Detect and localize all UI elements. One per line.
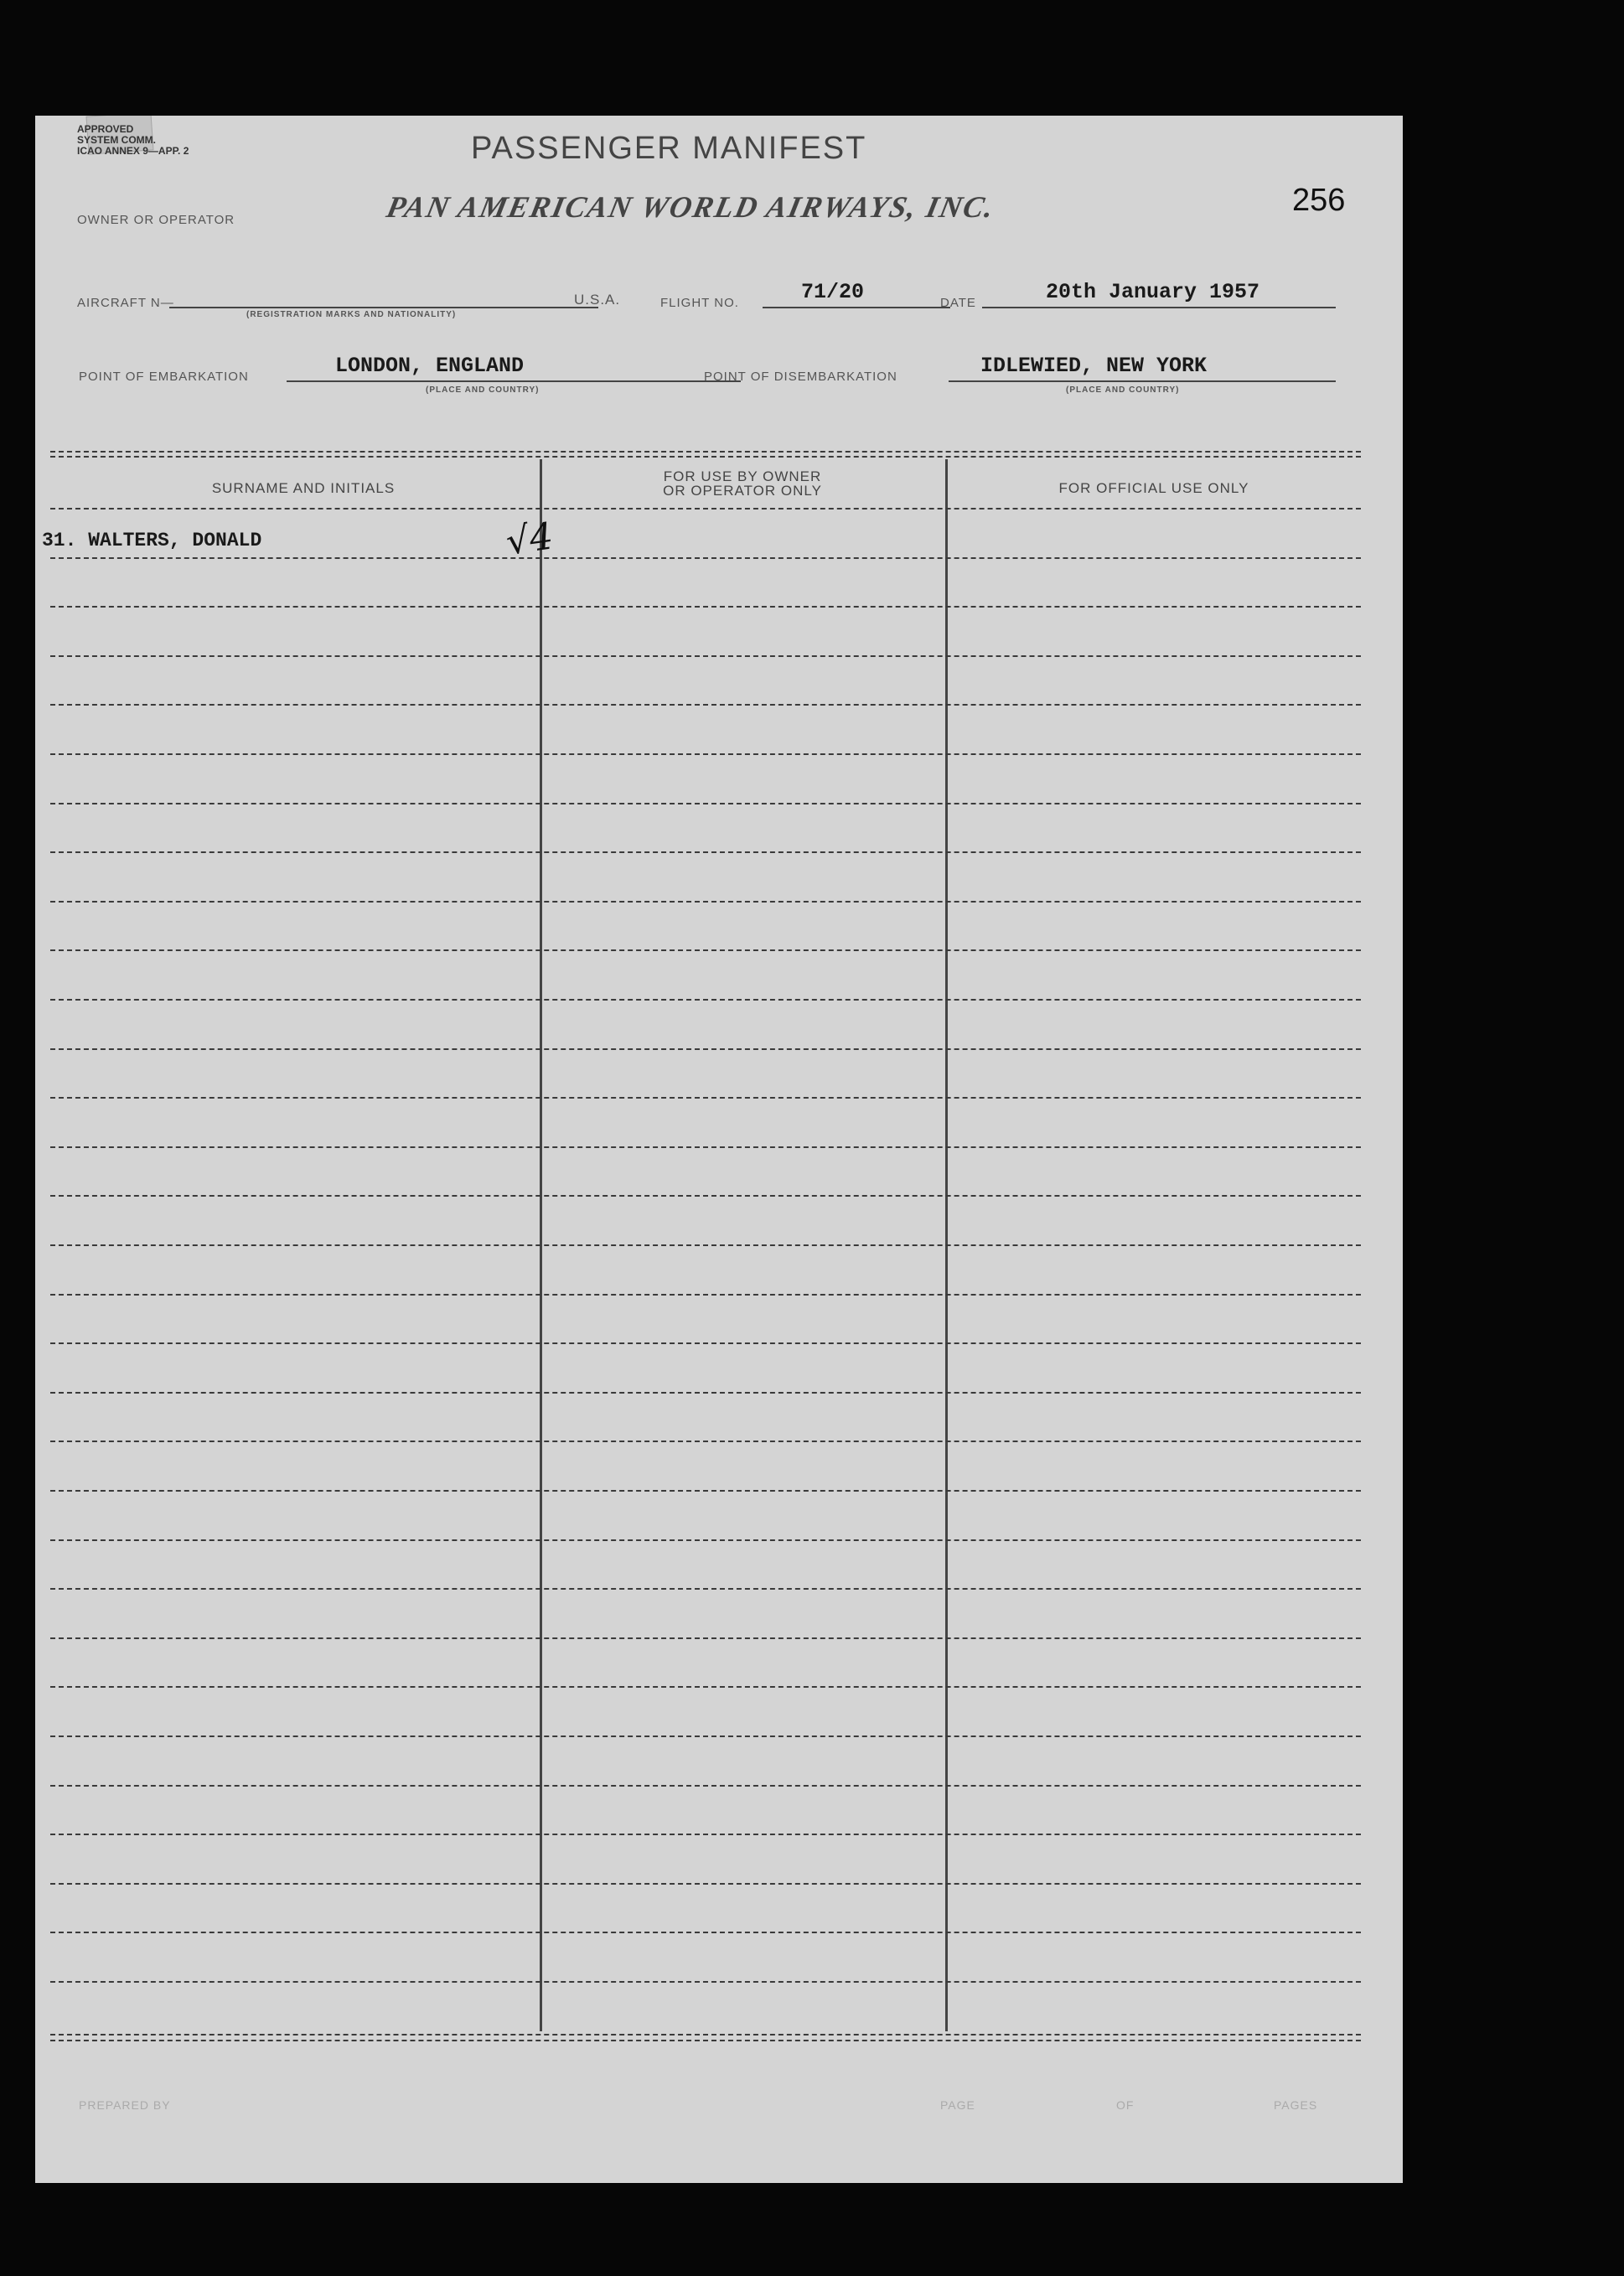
row-rule <box>50 1048 1361 1050</box>
date-value: 20th January 1957 <box>1046 280 1260 304</box>
owner-checkmark: √4 <box>503 515 556 564</box>
page-number: 256 <box>1292 183 1346 218</box>
pages-label: PAGES <box>1274 2098 1318 2112</box>
col-header-owner <box>540 469 945 498</box>
prepared-by-label: PREPARED BY <box>79 2098 171 2112</box>
embarkation-value: LONDON, ENGLAND <box>335 354 525 378</box>
row-rule <box>50 803 1361 804</box>
flight-no-value: 71/20 <box>801 280 865 304</box>
row-rule <box>50 1539 1361 1541</box>
manifest-sheet <box>35 116 1403 2183</box>
row-rule <box>50 1735 1361 1737</box>
row-rule <box>50 901 1361 903</box>
col-header-surname: SURNAME AND INITIALS <box>211 480 396 496</box>
row-rule <box>50 1588 1361 1590</box>
row-rule <box>50 1195 1361 1197</box>
row-rule <box>50 606 1361 608</box>
operator-name: PAN AMERICAN WORLD AIRWAYS, INC. <box>383 190 999 224</box>
row-rule <box>50 557 1361 559</box>
row-rule <box>50 851 1361 853</box>
registration-note: (REGISTRATION MARKS AND NATIONALITY) <box>246 310 457 319</box>
row-rule <box>50 1146 1361 1148</box>
date-label: DATE <box>940 296 976 310</box>
row-rule <box>50 1490 1361 1492</box>
row-rule <box>50 1342 1361 1344</box>
row-rule <box>50 1244 1361 1246</box>
flight-no-label: FLIGHT NO. <box>660 296 739 310</box>
row-rule <box>50 1785 1361 1787</box>
owner-label: OWNER OR OPERATOR <box>77 213 235 227</box>
row-rule <box>50 1097 1361 1099</box>
col-header-owner-line1: FOR USE BY OWNER <box>663 468 822 484</box>
approval-block <box>77 124 189 157</box>
row-rule <box>50 1932 1361 1933</box>
approval-line: APPROVED <box>77 123 134 135</box>
aircraft-label: AIRCRAFT N— <box>77 296 174 310</box>
embarkation-note: (PLACE AND COUNTRY) <box>426 385 540 395</box>
passenger-name: 31. WALTERS, DONALD <box>42 530 262 551</box>
row-rule <box>50 1883 1361 1885</box>
col-header-official: FOR OFFICIAL USE ONLY <box>1058 480 1249 496</box>
row-rule <box>50 508 1361 510</box>
disembarkation-label: POINT OF DISEMBARKATION <box>704 370 897 384</box>
row-rule <box>50 1834 1361 1835</box>
approval-line: SYSTEM COMM. <box>77 134 157 146</box>
page-label: PAGE <box>940 2098 975 2112</box>
col-header-owner-line2: OR OPERATOR ONLY <box>663 483 822 499</box>
row-rule <box>50 704 1361 706</box>
row-rule <box>50 1392 1361 1394</box>
approval-line: ICAO ANNEX 9—APP. 2 <box>77 145 189 157</box>
row-rule <box>50 1686 1361 1688</box>
row-rule <box>50 1441 1361 1442</box>
of-label: OF <box>1116 2098 1135 2112</box>
disembarkation-value: IDLEWIED, NEW YORK <box>980 354 1208 378</box>
row-rule <box>50 655 1361 657</box>
disembarkation-note: (PLACE AND COUNTRY) <box>1066 385 1180 395</box>
row-rule <box>50 949 1361 951</box>
embarkation-label: POINT OF EMBARKATION <box>79 370 249 384</box>
row-rule <box>50 999 1361 1001</box>
row-rule <box>50 1637 1361 1639</box>
row-rule <box>50 753 1361 755</box>
row-rule <box>50 1294 1361 1296</box>
nationality: U.S.A. <box>574 292 621 308</box>
row-rule <box>50 1981 1361 1983</box>
page-title: PASSENGER MANIFEST <box>471 131 867 166</box>
